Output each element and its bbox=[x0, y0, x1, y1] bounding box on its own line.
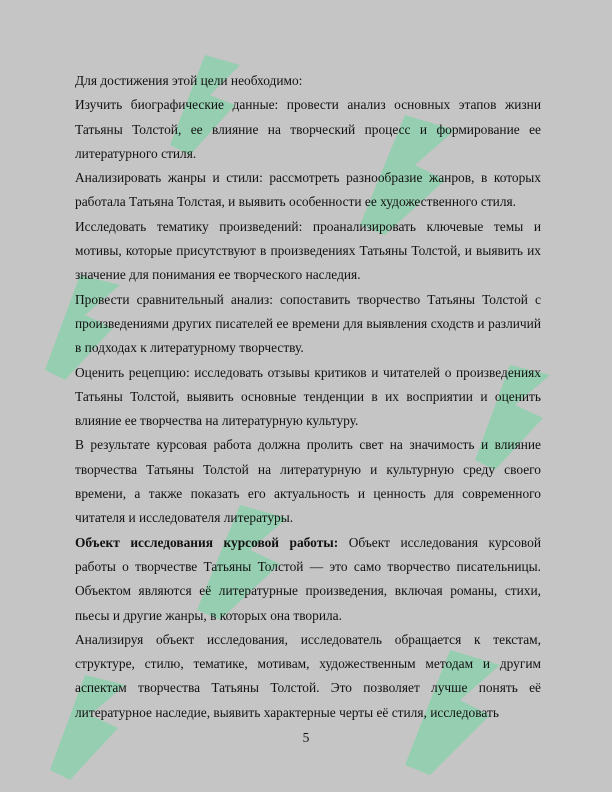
page-number: 5 bbox=[302, 730, 310, 745]
object-paragraph bbox=[75, 531, 541, 628]
paragraph: Для достижения этой цели необходимо: bbox=[75, 73, 303, 88]
paragraph: Изучить биографические данные: провести анализ основных этапов жизни Татьяны Толстой, ее влияние на творческий процесс и формирование ее литературного стиля. bbox=[75, 97, 541, 161]
paragraph: Оценить рецепцию: исследовать отзывы критиков и читателей о произведениях Татьяны Толстой, выявить основные тенденции в их восприятии и оценить влияние ее творчества на литературную культуру. bbox=[75, 364, 541, 429]
paragraph: Исследовать тематику произведений: проанализировать ключевые темы и мотивы, которые присутствуют в произведениях Татьяны Толстой, и выявить их значение для понимания ее творческого наследия. bbox=[75, 218, 541, 283]
object-text: Объект исследования курсовой работы о творчестве Татьяны Толстой — это само творчество писательницы. Объектом являются её литературные произведения, включая романы, стихи, пьесы и другие жанры, в которых она творила. bbox=[75, 534, 541, 623]
paragraph: Провести сравнительный анализ: сопоставить творчество Татьяны Толстой с произведениями других писателей ее времени для выявления сходств и различий в подходах к литературному творчеству. bbox=[75, 291, 541, 356]
paragraph: В результате курсовая работа должна пролить свет на значимость и влияние творчества Татьяны Толстой на литературную и культурную среду своего времени, а также показать его актуальность и ценность для современного читателя и исследователя литературы. bbox=[75, 437, 541, 526]
paragraph: Анализировать жанры и стили: рассмотреть разнообразие жанров, в которых работала Татьяна Толстая, и выявить особенности ее художественного стиля. bbox=[75, 170, 541, 210]
paragraph: Анализируя объект исследования, исследователь обращается к текстам, структуре, стилю, тематике, мотивам, художественным методам и другим аспектам творчества Татьяны Толстой. Это позволяет лучше понять её литературное наследие, выявить характерные черты её стиля, исследовать bbox=[75, 631, 541, 720]
body-text bbox=[75, 69, 541, 725]
object-heading: Объект исследования курсовой работы: bbox=[75, 534, 339, 550]
